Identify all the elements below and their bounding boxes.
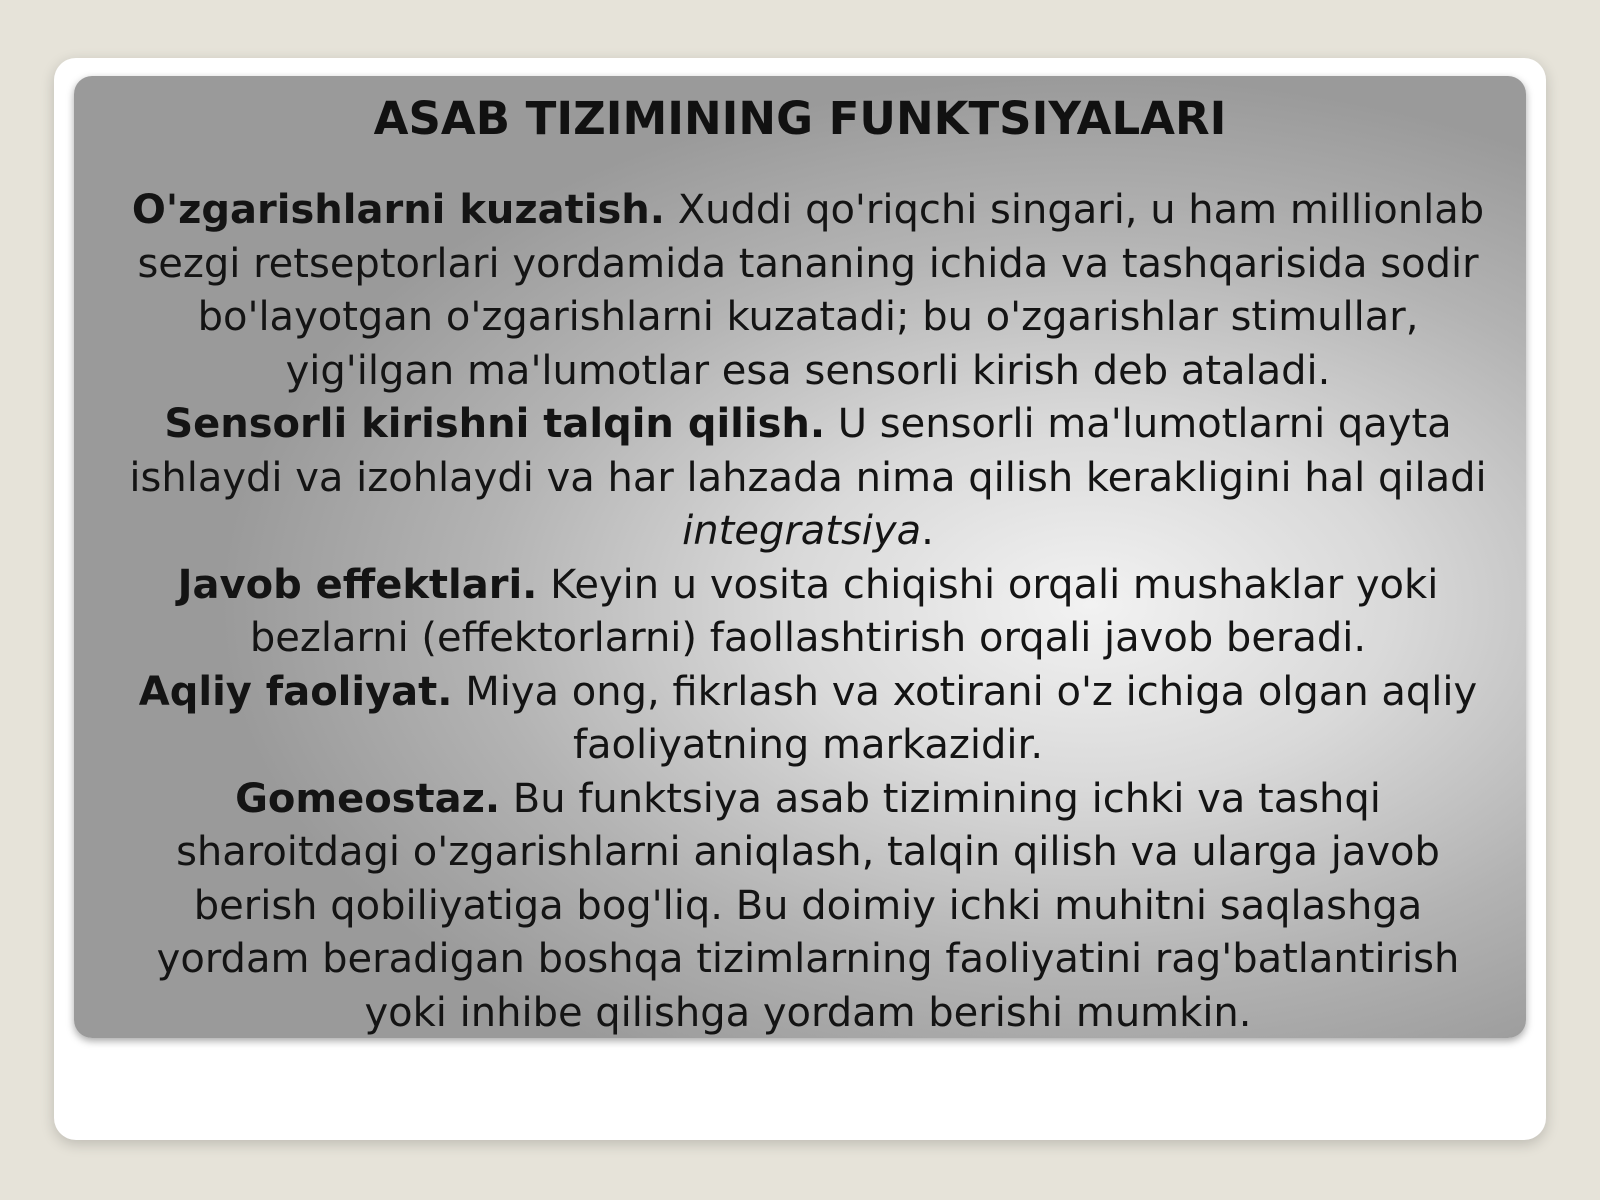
paragraph-text: Keyin u vosita chiqishi orqali mushaklar yoki bezlarni (effektorlarni) faollashtirish orqali javob beradi. [249,561,1439,661]
paragraph-text: U sensorli ma'lumotlarni qayta ishlaydi va izohlaydi va har lahzada nima qilish kerakligini hal qiladi [129,401,1487,501]
term-aqliy-faoliyat: Aqliy faoliyat. [138,668,453,715]
term-gomeostaz: Gomeostaz. [235,775,501,822]
slide-body [120,184,1496,1040]
slide-title: ASAB TIZIMINING FUNKTSIYALARI [373,92,1227,145]
italic-term-integratsiya: integratsiya [682,508,922,554]
paragraph-text: Bu funktsiya asab tizimining ichki va tashqi sharoitdagi o'zgarishlarni aniqlash, talqin qilish va ularga javob berish qobiliyatiga bog'liq. Bu doimiy ichki muhitni saqlashga yordam beradigan boshqa tizimlarning faoliyatini rag'batlantirish yoki inhibe qilishga yordam berishi mumkin. [156,775,1460,1036]
paragraph-ozgarishlarni-kuzatish [120,184,1496,398]
paragraph-javob-effektlari [120,559,1496,666]
term-sensorli-kirish: Sensorli kirishni talqin qilish. [164,401,826,447]
paragraph-text: Xuddi qo'riqchi singari, u ham millionlab sezgi retseptorlari yordamida tananing ichida va tashqarisida sodir bo'layotgan o'zgarishlarni kuzatadi; bu o'zgarishlar stimullar, yig'ilgan ma'lumotlar esa sensorli kirish deb ataladi. [137,187,1485,394]
paragraph-gomeostaz [120,773,1496,1041]
paragraph-aqliy-faoliyat [120,666,1496,773]
paragraph-text: Miya ong, fikrlash va xotirani o'z ichiga olgan aqliy faoliyatning markazidir. [452,668,1478,768]
term-ozgarishlarni-kuzatish: O'zgarishlarni kuzatish. [131,187,665,233]
term-javob-effektlari: Javob effektlari. [177,561,538,608]
paragraph-end: . [921,508,934,554]
paragraph-sensorli-kirish [120,398,1496,559]
